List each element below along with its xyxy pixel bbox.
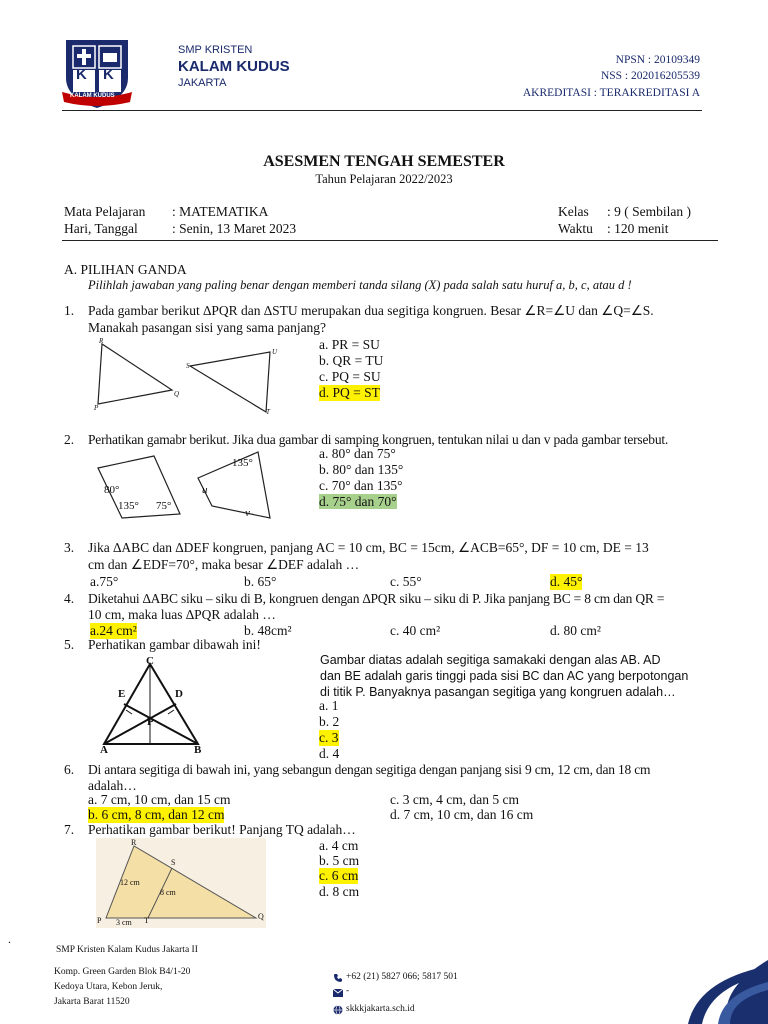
footer-web: skkkjakarta.sch.id (346, 1004, 415, 1014)
q2-figure (92, 448, 282, 528)
logo-letter-right: K (103, 66, 114, 83)
waktu-value: : 120 menit (607, 221, 669, 236)
school-name-line1: SMP KRISTEN (178, 44, 253, 56)
exam-title: ASESMEN TENGAH SEMESTER (263, 153, 505, 170)
footer-addr3: Jakarta Barat 11520 (54, 997, 130, 1007)
q1-option-c[interactable]: c. PQ = SU (319, 369, 381, 384)
q6-option-d[interactable]: d. 7 cm, 10 cm, dan 16 cm (390, 807, 534, 822)
q1-figure (90, 338, 290, 418)
q4-text-line1: Diketahui ∆ABC siku – siku di B, kongruen dengan ∆PQR siku – siku di P. Jika panjang BC = 8 cm dan QR = (88, 591, 665, 606)
email-icon (333, 989, 343, 997)
footer-dot: . (8, 932, 11, 946)
q1-text-line1: Pada gambar berikut ∆PQR dan ∆STU merupakan dua segitiga kongruen. Besar ∠R=∠U dan ∠Q=∠S. (88, 303, 654, 318)
q1-label-u: U (272, 348, 278, 356)
q2-number: 2. (64, 432, 75, 447)
q1-text-line2: Manakah pasangan sisi yang sama panjang? (88, 320, 327, 335)
q2-label-135-left: 135° (118, 500, 139, 512)
q2-option-b[interactable]: b. 80° dan 135° (319, 462, 404, 477)
q4-option-c[interactable]: c. 40 cm² (390, 623, 441, 638)
q5-option-d[interactable]: d. 4 (319, 746, 340, 761)
logo-banner: KALAM KUDUS (70, 93, 115, 99)
q5-label-p: P (147, 716, 154, 728)
logo-letter-left: K (76, 66, 87, 83)
q5-label-e: E (118, 688, 126, 700)
q2-label-135-right: 135° (232, 457, 253, 469)
q2-label-v: v (245, 507, 250, 519)
waktu-label: Waktu (558, 221, 593, 236)
mapel-label: Mata Pelajaran (64, 204, 146, 219)
hari-value: : Senin, 13 Maret 2023 (172, 221, 297, 236)
q7-option-b[interactable]: b. 5 cm (319, 853, 360, 868)
kelas-label: Kelas (558, 204, 589, 219)
q3-option-b[interactable]: b. 65° (244, 574, 277, 589)
q7-label-3cm: 3 cm (116, 918, 132, 927)
q2-option-d[interactable] (319, 494, 397, 510)
q5-desc-line2: dan BE adalah garis tinggi pada sisi BC dan AC yang berpotongan (320, 669, 689, 683)
q4-option-a[interactable]: a.24 cm² (90, 623, 137, 638)
q2-label-75: 75° (156, 500, 172, 512)
npsn: NPSN : 20109349 (615, 54, 700, 66)
q2-label-u: u (202, 484, 208, 496)
q5-label-a: A (100, 744, 108, 756)
footer-wave-decoration (658, 960, 768, 1024)
q6-option-a[interactable]: a. 7 cm, 10 cm, dan 15 cm (88, 792, 231, 807)
q1-label-r: R (99, 337, 104, 345)
phone-icon (333, 973, 343, 983)
q6-option-b[interactable]: b. 6 cm, 8 cm, dan 12 cm (88, 807, 225, 822)
q4-option-d[interactable]: d. 80 cm² (550, 623, 601, 638)
q5-label-d: D (175, 688, 183, 700)
footer-email: - (346, 986, 350, 996)
q3-option-a[interactable]: a.75° (90, 574, 119, 589)
section-instruction: Pilihlah jawaban yang paling benar dengan memberi tanda silang (X) pada salah satu huruf a, b, c, atau d ! (88, 278, 632, 292)
school-name-line2: KALAM KUDUS (178, 58, 290, 75)
q1-option-d[interactable]: d. PQ = ST (319, 385, 380, 400)
q4-option-b[interactable]: b. 48cm² (244, 623, 292, 638)
q2-option-a[interactable]: a. 80° dan 75° (319, 446, 396, 461)
section-title: A. PILIHAN GANDA (64, 262, 187, 277)
info-divider (62, 240, 718, 241)
q7-label-r: R (131, 838, 137, 847)
kelas-value: : 9 ( Sembilan ) (607, 204, 691, 219)
q5-desc-line3: di titik P. Banyaknya pasangan segitiga yang kongruen adalah… (320, 685, 676, 699)
q1-label-s: S (186, 362, 190, 370)
q6-text-line2: adalah… (88, 778, 137, 793)
q4-number: 4. (64, 591, 75, 606)
hari-label: Hari, Tanggal (64, 221, 138, 236)
q7-label-12cm: 12 cm (120, 878, 140, 887)
nss: NSS : 202016205539 (600, 70, 700, 82)
q2-option-c[interactable]: c. 70° dan 135° (319, 478, 403, 493)
q7-label-s: S (171, 858, 176, 867)
q5-figure (100, 660, 220, 750)
q5-desc-line1: Gambar diatas adalah segitiga samakaki dengan alas AB. AD (320, 653, 661, 667)
q7-label-8cm: 8 cm (160, 888, 176, 897)
exam-year: Tahun Pelajaran 2022/2023 (315, 172, 453, 186)
footer-addr2: Kedoya Utara, Kebon Jeruk, (54, 982, 163, 992)
q6-number: 6. (64, 762, 75, 777)
q5-option-b[interactable]: b. 2 (319, 714, 340, 729)
q1-label-p: P (94, 404, 99, 412)
header-divider (62, 110, 702, 111)
q5-label-b: B (194, 744, 202, 756)
q3-text-line1: Jika ∆ABC dan ∆DEF kongruen, panjang AC = 10 cm, BC = 15cm, ∠ACB=65°, DF = 10 cm, DE = 13 (88, 540, 649, 555)
q7-text-line1: Perhatikan gambar berikut! Panjang TQ adalah… (88, 822, 356, 837)
q7-option-c[interactable]: c. 6 cm (319, 868, 359, 883)
q3-number: 3. (64, 540, 75, 555)
q3-text-line2: cm dan ∠EDF=70°, maka besar ∠DEF adalah … (88, 557, 360, 572)
q7-number: 7. (64, 822, 75, 837)
q1-option-b[interactable]: b. QR = TU (319, 353, 384, 368)
q3-option-c[interactable]: c. 55° (390, 574, 422, 589)
q7-label-t: T (144, 916, 149, 925)
q7-option-a[interactable]: a. 4 cm (319, 838, 359, 853)
q5-text-line1: Perhatikan gambar dibawah ini! (88, 637, 261, 652)
akreditasi: AKREDITASI : TERAKREDITASI A (522, 87, 700, 99)
q7-label-q: Q (258, 912, 264, 921)
q4-text-line2: 10 cm, maka luas ∆PQR adalah … (88, 607, 276, 622)
q7-label-p: P (97, 916, 102, 925)
q6-option-c[interactable]: c. 3 cm, 4 cm, dan 5 cm (390, 792, 519, 807)
q5-option-c[interactable]: c. 3 (319, 730, 339, 745)
q2-label-80: 80° (104, 484, 120, 496)
q6-text-line1: Di antara segitiga di bawah ini, yang sebangun dengan segitiga dengan panjang sisi 9 cm, 12 cm, dan 18 cm (88, 762, 651, 777)
q2-text-line1: Perhatikan gamabr berikut. Jika dua gambar di samping kongruen, tentukan nilai u dan v pada gambar tersebut. (88, 432, 669, 447)
school-name-line3: JAKARTA (178, 77, 227, 89)
q7-option-d[interactable]: d. 8 cm (319, 884, 360, 899)
q5-number: 5. (64, 637, 75, 652)
footer-addr1: Komp. Green Garden Blok B4/1-20 (54, 967, 191, 977)
q1-option-a[interactable]: a. PR = SU (319, 337, 380, 352)
footer-phone: +62 (21) 5827 066; 5817 501 (346, 972, 458, 982)
q3-option-d[interactable]: d. 45° (550, 574, 583, 589)
q1-label-q: Q (174, 390, 180, 398)
q2-option-d-text: d. 75° dan 70° (319, 494, 397, 509)
mapel-value: : MATEMATIKA (172, 204, 269, 219)
q5-label-c: C (146, 655, 154, 667)
q1-label-t: T (266, 408, 270, 416)
q1-number: 1. (64, 303, 75, 318)
q5-option-a[interactable]: a. 1 (319, 698, 339, 713)
web-icon (333, 1005, 343, 1015)
footer-school: SMP Kristen Kalam Kudus Jakarta II (56, 945, 198, 955)
